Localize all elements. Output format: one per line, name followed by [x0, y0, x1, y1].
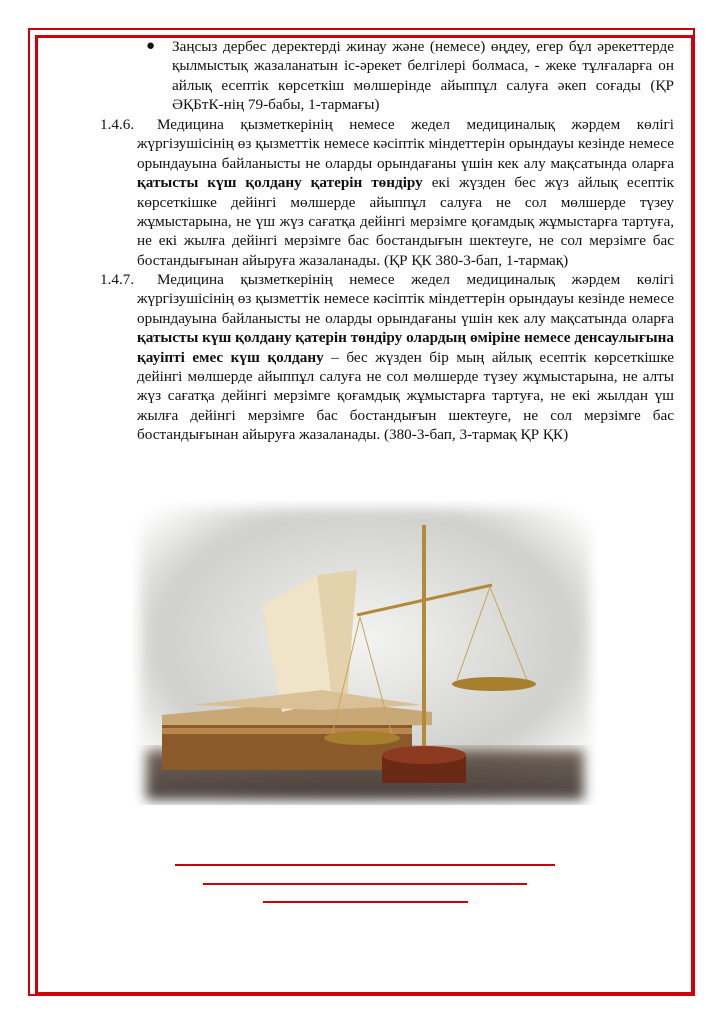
- paragraph-bold-text: қатысты күш қолдану қатерін төндіру олардың өміріне немесе денсаулығына қауіпті емес күш қолдану: [137, 329, 674, 366]
- paragraph-text-end: екі жүзден бес жүз айлық есептік көрсеткішке дейінгі мөлшерде айыппұл салуға не сол мөлшерде түзеу жұмыстарына, не үш жүз сағатқа дейінгі мерзімге қоғамдық жұмыстарға тартуға, не екі жылға дейінгі мерзімге бас бостандығын шектеуге, не сол мерзімге бас бостандығынан айыруға жазаланады. (ҚР ҚК 380-3-бап, 1-тармақ): [137, 174, 674, 269]
- paragraph-text-end: – бес жүзден бір мың айлық есептік көрсеткішке дейінгі мөлшерде айыппұл салуға не сол мөлшерде түзеу жұмыстарына, не алты жүз сағатқа дейінгі мерзімге қоғамдық жұмыстарға тартуға, не екі жылдан үш жылға дейінгі мерзімге бас бостандығын шектеуге, не сол мерзімге бас бостандығынан айыруға жазаланады. (380-3-бап, 3-тармақ ҚР ҚК): [137, 348, 674, 444]
- paragraph-1-4-6: [100, 115, 674, 270]
- divider-line-1: [175, 864, 555, 866]
- paragraph-text: Медицина қызметкерінің немесе жедел медициналық жәрдем көлігі жүргізушісінің өз қызметтік немесе кәсіптік міндеттерін орындауы кезінде немесе орындауына байланысты не оларды орындағаны үшін кек алу мақсатында оларға: [137, 116, 674, 172]
- paragraph-number: 1.4.6.: [100, 116, 135, 133]
- divider-line-2: [203, 883, 527, 885]
- paragraph-1-4-7: [100, 270, 674, 445]
- paragraph-text: Медицина қызметкерінің немесе жедел медициналық жәрдем көлігі жүргізушісінің өз қызметтік немесе кәсіптік міндеттерін орындауы кезінде немесе орындауына байланысты не оларды орындағаны үшін кек алу мақсатында оларға: [137, 271, 674, 327]
- divider-line-3: [263, 901, 468, 903]
- book-and-scales-image: [132, 500, 598, 808]
- bullet-icon: ●: [146, 38, 156, 54]
- paragraph-number: 1.4.7.: [100, 271, 135, 288]
- paragraph-bold-text: қатысты күш қолдану қатерін төндіру: [137, 174, 423, 192]
- bullet-item: Заңсыз дербес деректерді жинау және (немесе) өңдеу, егер бұл әрекеттерде қылмыстық жазаланатын іс-әрекет белгілері болмаса, - жеке тұлғаларға он айлық есептік көрсеткіш мөлшерінде айыппұл салуға әкеп соғады (ҚР ӘҚБтК-нің 79-бабы, 1-тармағы): [172, 38, 674, 114]
